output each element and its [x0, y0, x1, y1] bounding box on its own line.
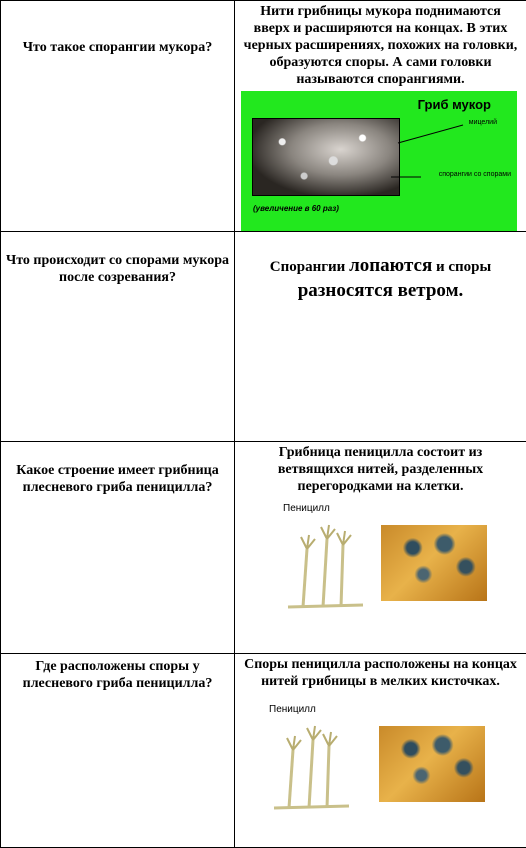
table-row — [1, 654, 526, 848]
answer-text: Споры пеницилла расположены на концах нитей грибницы в мелких кисточках. — [235, 654, 526, 690]
question-cell — [1, 1, 235, 232]
question-cell — [1, 232, 235, 442]
question-text: Какое строение имеет грибница плесневого гриба пеницилла? — [1, 442, 234, 496]
answer-cell — [235, 442, 526, 654]
figure-caption: Пеницилл — [269, 704, 316, 715]
answer-text: Нити грибницы мукора поднимаются вверх и расширяются на концах. В этих черных расширениях, похожих на головки, образуются споры. А сами головки называются спорангиями. — [235, 1, 526, 88]
figure-caption: Пеницилл — [283, 503, 330, 514]
answer-cell — [235, 232, 526, 442]
question-text: Что такое спорангии мукора? — [1, 1, 234, 56]
answer-cell — [235, 1, 526, 232]
figure-title: Гриб мукор — [418, 97, 491, 112]
answer-part: и споры — [432, 259, 491, 275]
magnification-label: (увеличение в 60 раз) — [253, 204, 339, 213]
penicillium-drawing — [283, 519, 373, 611]
table-row — [1, 232, 526, 442]
question-cell — [1, 442, 235, 654]
answer-part: Спорангии — [270, 259, 349, 275]
penicillium-photo — [379, 726, 485, 802]
answer-text: Грибница пеницилла состоит из ветвящихся нитей, разделенных перегородками на клетки. — [235, 442, 526, 495]
answer-cell — [235, 654, 526, 848]
answer-part-emphasis: разносятся ветром. — [298, 280, 464, 301]
table-row — [1, 442, 526, 654]
table-row — [1, 1, 526, 232]
question-text: Где расположены споры у плесневого гриба пеницилла? — [1, 654, 234, 692]
answer-text — [235, 232, 526, 304]
penicillium-photo — [381, 525, 487, 601]
penicillium-drawing — [269, 720, 359, 812]
answer-part-emphasis: лопаются — [349, 255, 432, 276]
penicillium-figure — [283, 503, 526, 623]
mycelium-label: мицелий — [469, 119, 497, 126]
question-cell — [1, 654, 235, 848]
sporangia-label: спорангии со спорами — [439, 171, 511, 178]
penicillium-figure — [269, 704, 526, 824]
question-text: Что происходит со спорами мукора после созревания? — [1, 232, 234, 286]
mucor-figure — [241, 91, 517, 231]
